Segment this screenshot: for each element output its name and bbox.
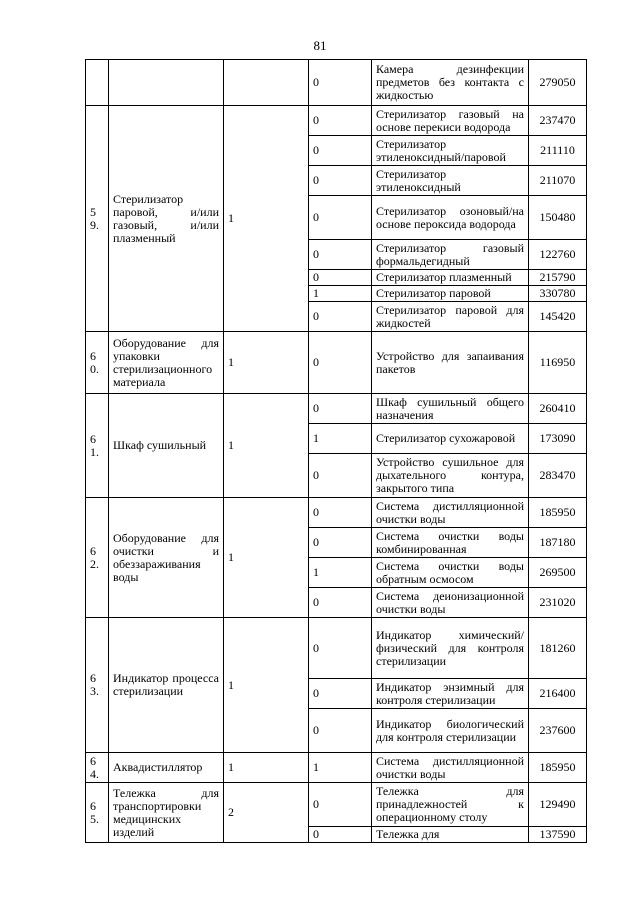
item-code: 185950 [529, 498, 587, 528]
item-code: 129490 [529, 783, 587, 827]
item-code: 187180 [529, 528, 587, 558]
equipment-name: Оборудование для очистки и обеззараживания воды [109, 498, 224, 618]
item-quantity: 0 [309, 270, 372, 286]
item-quantity: 0 [309, 679, 372, 709]
item-name: Система очистки воды комбинированная [372, 528, 529, 558]
item-code: 237470 [529, 106, 587, 136]
item-quantity: 0 [309, 332, 372, 394]
table-row [86, 60, 587, 106]
item-number [86, 60, 109, 106]
item-number-part: 2. [90, 556, 99, 571]
item-name: Камера дезинфекции предметов без контакта с жидкостью [372, 60, 529, 106]
item-code: 173090 [529, 424, 587, 454]
table-row [86, 753, 587, 783]
item-name: Стерилизатор газовый формальдегидный [372, 240, 529, 270]
required-quantity: 1 [224, 106, 309, 332]
equipment-table [85, 59, 587, 843]
equipment-name: Стерилизатор паровой, и/или газовый, и/или плазменный [109, 106, 224, 332]
item-name: Система дистилляционной очистки воды [372, 498, 529, 528]
item-code: 237600 [529, 709, 587, 753]
required-quantity: 1 [224, 332, 309, 394]
item-name: Тележка для [372, 827, 529, 843]
table-row [86, 394, 587, 424]
item-name: Шкаф сушильный общего назначения [372, 394, 529, 424]
item-name: Стерилизатор паровой [372, 286, 529, 302]
equipment-table-body [86, 60, 587, 843]
item-number [86, 498, 109, 618]
item-number [86, 106, 109, 332]
item-quantity: 0 [309, 618, 372, 679]
item-name: Индикатор биологический для контроля стерилизации [372, 709, 529, 753]
item-quantity: 0 [309, 60, 372, 106]
item-number-part: 6 [90, 671, 96, 685]
item-name: Индикатор химический/физический для контроля стерилизации [372, 618, 529, 679]
item-quantity: 0 [309, 136, 372, 166]
item-name: Стерилизатор паровой для жидкостей [372, 302, 529, 332]
required-quantity: 1 [224, 394, 309, 498]
item-quantity: 0 [309, 166, 372, 196]
item-code: 150480 [529, 196, 587, 240]
required-quantity: 2 [224, 783, 309, 843]
equipment-name [109, 60, 224, 106]
item-number-part: 6 [90, 798, 96, 813]
item-code: 211110 [529, 136, 587, 166]
item-quantity: 1 [309, 753, 372, 783]
item-number [86, 753, 109, 783]
item-code: 122760 [529, 240, 587, 270]
equipment-name: Аквадистиллятор [109, 753, 224, 783]
table-row [86, 106, 587, 136]
item-code: 137590 [529, 827, 587, 843]
item-code: 116950 [529, 332, 587, 394]
item-code: 269500 [529, 558, 587, 588]
item-code: 181260 [529, 618, 587, 679]
item-name: Стерилизатор сухожаровой [372, 424, 529, 454]
item-quantity: 0 [309, 783, 372, 827]
item-quantity: 0 [309, 588, 372, 618]
item-quantity: 0 [309, 106, 372, 136]
item-quantity: 0 [309, 394, 372, 424]
item-number-part: 3. [90, 684, 99, 698]
item-number-part: 6 [90, 753, 96, 768]
required-quantity: 1 [224, 618, 309, 753]
item-code: 216400 [529, 679, 587, 709]
item-code: 145420 [529, 302, 587, 332]
item-code: 330780 [529, 286, 587, 302]
item-number [86, 332, 109, 394]
item-name: Тележка для принадлежностей к операционному столу [372, 783, 529, 827]
required-quantity [224, 60, 309, 106]
item-number [86, 783, 109, 843]
item-quantity: 0 [309, 240, 372, 270]
table-row [86, 498, 587, 528]
item-code: 185950 [529, 753, 587, 783]
table-row [86, 783, 587, 827]
item-quantity: 1 [309, 424, 372, 454]
item-quantity: 0 [309, 498, 372, 528]
item-name: Устройство сушильное для дыхательного контура, закрытого типа [372, 454, 529, 498]
item-code: 215790 [529, 270, 587, 286]
required-quantity: 1 [224, 498, 309, 618]
table-row [86, 332, 587, 394]
item-name: Система очистки воды обратным осмосом [372, 558, 529, 588]
item-quantity: 0 [309, 302, 372, 332]
equipment-name: Тележка для транспортировки медицинских изделий [109, 783, 224, 843]
item-name: Стерилизатор газовый на основе перекиси водорода [372, 106, 529, 136]
item-name: Стерилизатор этиленоксидный/паровой [372, 136, 529, 166]
item-number-part: 5 [90, 204, 96, 219]
equipment-name: Шкаф сушильный [109, 394, 224, 498]
item-quantity: 0 [309, 454, 372, 498]
equipment-name: Индикатор процесса стерилизации [109, 618, 224, 753]
item-name: Индикатор энзимный для контроля стерилизации [372, 679, 529, 709]
page-number: 81 [313, 38, 327, 53]
item-number [86, 618, 109, 753]
item-name: Система дистилляционной очистки воды [372, 753, 529, 783]
item-number-part: 1. [90, 444, 99, 459]
item-name: Стерилизатор озоновый/на основе пероксида водорода [372, 196, 529, 240]
item-number-part: 4. [90, 766, 99, 781]
equipment-name: Оборудование для упаковки стерилизационного материала [109, 332, 224, 394]
item-number [86, 394, 109, 498]
item-code: 231020 [529, 588, 587, 618]
item-name: Устройство для запаивания пакетов [372, 332, 529, 394]
item-number-part: 6 [90, 543, 96, 558]
item-quantity: 0 [309, 528, 372, 558]
item-code: 211070 [529, 166, 587, 196]
table-row [86, 618, 587, 679]
item-code: 279050 [529, 60, 587, 106]
item-number-part: 5. [90, 811, 99, 826]
item-quantity: 0 [309, 196, 372, 240]
item-quantity: 0 [309, 827, 372, 843]
item-quantity: 0 [309, 709, 372, 753]
item-code: 260410 [529, 394, 587, 424]
required-quantity: 1 [224, 753, 309, 783]
item-quantity: 1 [309, 286, 372, 302]
item-name: Стерилизатор плазменный [372, 270, 529, 286]
item-name: Система деионизационной очистки воды [372, 588, 529, 618]
item-number-part: 0. [90, 361, 99, 376]
item-quantity: 1 [309, 558, 372, 588]
item-number-part: 9. [90, 217, 99, 232]
item-number-part: 6 [90, 431, 96, 446]
item-number-part: 6 [90, 348, 96, 363]
item-code: 283470 [529, 454, 587, 498]
item-name: Стерилизатор этиленоксидный [372, 166, 529, 196]
